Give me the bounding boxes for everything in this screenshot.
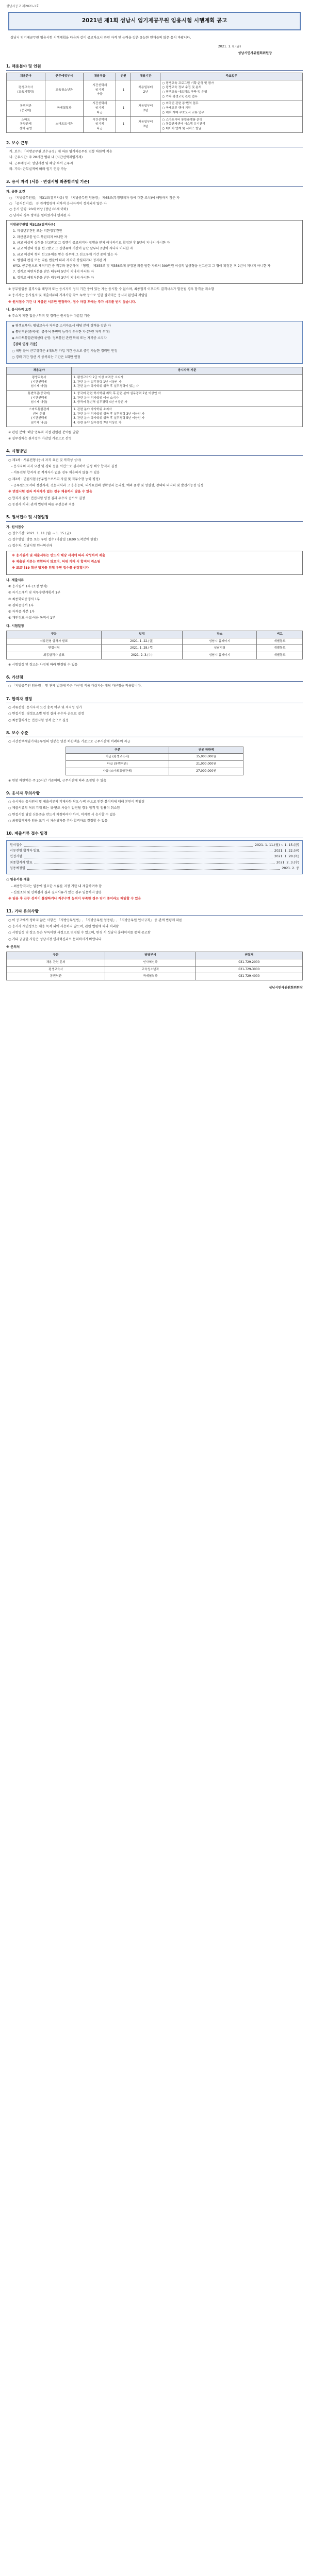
list-item: ○ 접수방법: 방문 또는 우편 접수 (마감일 18:00 도착분에 한함) xyxy=(8,538,98,542)
note: ※ 실무경력은 원서접수 마감일 기준으로 산정 xyxy=(8,437,72,441)
table-cell: 15,000,000원 xyxy=(169,754,243,761)
list-item: ◈ 스마트통합관제센터 운영: 정보통신 관련 학위 또는 자격증 소지자 xyxy=(12,336,107,341)
table-row xyxy=(7,973,303,980)
table-cell: 채용일부터 2년 xyxy=(131,80,160,100)
list-item: 3. 금고 이상의 실형을 선고받고 그 집행이 종료되거나 집행을 받지 아니하기로 확정된 후 5년이 지나지 아니한 자 xyxy=(13,241,170,245)
salary-table xyxy=(66,747,243,775)
schedule-label: 면접시험 xyxy=(10,855,22,859)
section-8-title: 8. 보수 수준 xyxy=(6,730,303,737)
title-box xyxy=(8,12,301,30)
table-cell: 인사혁신과 xyxy=(105,959,196,967)
schedule-box xyxy=(6,840,303,874)
table-row xyxy=(66,761,243,768)
table-row xyxy=(7,374,303,390)
table-cell: 스마트도시과 xyxy=(45,116,84,132)
disqualification-list xyxy=(10,229,299,280)
warning-note: ※ 제출된 서류는 반환하지 않으며, 허위 기재 시 합격이 취소됨 xyxy=(12,560,101,564)
table-header: 응시자격 기준 xyxy=(72,367,303,375)
list-item: 6. 법원의 판결 또는 다른 법률에 따라 자격이 상실되거나 정지된 자 xyxy=(13,258,106,262)
table-header: 구분 xyxy=(66,747,169,754)
list-item: - 응시자의 자격 요건 및 경력 등을 서면으로 심사하여 일정 배수 합격자 결정 xyxy=(11,465,118,469)
warning-note: ※ 면접시험 결과 적격자가 없는 경우 채용하지 않을 수 있음 xyxy=(8,490,92,494)
table-cell: 성남시 홈페이지 xyxy=(182,638,257,645)
schedule-label: 최종합격자 발표 xyxy=(10,860,32,865)
table-cell: 국제협력과 xyxy=(105,973,196,980)
section-10-title: 10. 제출서류 접수 일정 xyxy=(6,831,303,838)
list-item: ○ 시험일정 및 장소 등은 부득이한 사정으로 변경될 수 있으며, 변경 시 성남시 홈페이지를 통해 공고함 xyxy=(8,931,151,935)
list-item: 【경력 인정 기준】 xyxy=(12,343,39,347)
schedule-label: 서류전형 합격자 발표 xyxy=(10,849,40,853)
list-item: 6의2. 공무원으로 재직기간 중 직무와 관련하여 「형법」 제355조 및 제356조에 규정된 죄를 범한 자로서 300만원 이상의 벌금형을 선고받고 그 형이 확정된 후 2년이 지나지 아니한 자 xyxy=(13,264,271,268)
table-cell: 개별통보 xyxy=(257,645,303,652)
list-item: ○ 접수기간: 2021. 1. 11.(월) ~ 1. 15.(금) xyxy=(8,531,71,535)
section-4-title: 4. 시험방법 xyxy=(6,448,303,455)
table-row xyxy=(7,652,303,659)
warning-note: ※ 임용 후 근무 성적이 불량하거나 직무수행 능력이 부족한 경우 임기 중이라도 해임할 수 있음 xyxy=(8,897,141,901)
table-cell: 1. 관련 분야 박사학위 소지자 2. 관련 분야 석사학위 취득 후 실무경력 3년 이상인 자 3. 관련 분야 학사학위 취득 후 실무경력 5년 이상인 자 4. 관련 분야 실무경력 7년 이상인 자 xyxy=(72,406,303,427)
table-header: 비고 xyxy=(257,631,303,638)
subsection-title: 가. 원서접수 xyxy=(6,525,24,529)
phone-number: 031-729-4000 xyxy=(196,973,303,980)
list-item: - 공무원으로서의 정신자세, 전문지식과 그 응용능력, 의사표현의 정확성과 논리성, 예의·품행 및 성실성, 창의력·의지력 및 발전가능성 평정 xyxy=(11,484,204,488)
table-row xyxy=(66,754,243,761)
table-cell: 다급 (통번역관) xyxy=(66,761,169,768)
list-item: 다. 근무예정지: 성남시청 및 해당 부서 근무지 xyxy=(9,161,73,165)
list-item: ○ 기타 궁금한 사항은 성남시청 인사혁신과로 문의하시기 바랍니다. xyxy=(8,937,103,941)
table-cell: 면접시험 xyxy=(7,645,102,652)
table-cell: 2021. 1. 22.(금) xyxy=(101,638,182,645)
list-item: ○ 합격자 결정: 면접시험 평정 결과 우수자 순으로 결정 xyxy=(8,496,85,500)
list-item: ○ 응시자는 응시원서 및 제출서류의 기재사항 착오·누락 등으로 인한 불이익에 대해 본인이 책임짐 xyxy=(8,800,145,804)
schedule-row xyxy=(10,843,299,848)
eligibility-table xyxy=(6,367,303,427)
warning-note: ※ 코로나19 확산 방지를 위해 우편 접수를 권장합니다 xyxy=(12,566,89,570)
list-item: ○ 제출서류의 허위 기재 또는 위·변조 사실이 발견될 경우 합격 및 임용이 취소됨 xyxy=(8,806,120,810)
table-cell: 교육청소년과 xyxy=(105,966,196,973)
table-header: 구분 xyxy=(7,952,105,959)
list-item: ○ 접수처: 성남시청 인사혁신과 xyxy=(8,544,53,548)
announcement-date: 2021. 1. 8.(금) xyxy=(218,45,241,49)
table-cell: 1. 평생교육사 2급 이상 자격증 소지자 2. 관련 분야 실무경력 1년 이상인 자 3. 관련 분야 학사학위 취득 후 실무경력이 있는 자 xyxy=(72,374,303,390)
table-cell: 평생교육사 (시간선택제 임기제 마급) xyxy=(7,374,72,390)
subsection-title: ○ 임용서류 제출 xyxy=(6,878,30,882)
table-cell: 평생교육사 xyxy=(7,966,105,973)
box-title: 지방공무원법 제31조(결격사유) xyxy=(10,223,56,227)
table-header: 근무예정부서 xyxy=(45,73,84,80)
section-5-title: 5. 원서접수 및 시험일정 xyxy=(6,514,303,521)
table-row xyxy=(7,116,303,132)
table-row xyxy=(7,391,303,406)
table-header: 연봉 하한액 xyxy=(169,747,243,754)
contact-table xyxy=(6,952,303,980)
subsection-title: 다. 시험일정 xyxy=(6,624,24,628)
schedule-date: 2021. 2. 중 xyxy=(282,866,299,870)
list-item: ○ 응시 연령: 20세 이상 (정년 60세 이하) xyxy=(9,208,68,212)
paragraph: ○ 「지방공무원 임용령」 및 관계 법령에 따른 가산점 적용 대상자는 해당 가산점을 적용합니다. xyxy=(8,684,142,688)
list-item: ○ 제2차 : 면접시험 (공무원으로서의 자질 및 직무수행 능력 평정) xyxy=(8,477,100,481)
note: ※ 연봉 하한액은 주 20시간 기준이며, 근무시간에 따라 조정될 수 있음 xyxy=(8,778,107,783)
section-3-title: 3. 응시 자격 (서류 · 면접시험 최종합격일 기준) xyxy=(6,179,303,186)
table-cell: 27,000,000원 xyxy=(169,768,243,775)
list-item: ◈ 평생교육사: 평생교육사 자격증 소지자로서 해당 분야 경력을 갖춘 자 xyxy=(12,324,111,328)
list-item: - 서류전형 합격자 중 적격자가 없을 경우 채용하지 않을 수 있음 xyxy=(11,471,100,475)
list-item: ④ 경력증명서 1부 xyxy=(8,603,34,607)
list-item: 2. 파산선고를 받고 복권되지 아니한 자 xyxy=(13,235,68,239)
section-1-title: 1. 채용분야 및 인원 xyxy=(6,63,303,71)
subsection-title: 나. 응시자격 요건 xyxy=(6,308,31,312)
list-item: ○ 「지방공무원법」 제31조(결격사유) 및 「지방공무원 임용령」 제65조(부정행위자 등에 대한 조치)에 해당하지 않은 자 xyxy=(9,196,180,200)
table-cell: 1 xyxy=(116,100,131,116)
list-item: ○ 최종합격자는 면접시험 성적 순으로 결정 xyxy=(8,718,69,722)
list-item: ○ 남자의 경우 병역을 필하였거나 면제된 자 xyxy=(9,213,71,217)
note: ※ 주소지 제한 없음 / 학력 및 경력은 원서접수 마감일 기준 xyxy=(8,314,90,318)
table-header: 주요업무 xyxy=(160,73,303,80)
list-item: ○ 제1차 : 서류전형 (응시 자격 요건 및 적격성 심사) xyxy=(8,458,82,462)
list-item: 5. 금고 이상의 형의 선고유예를 받은 경우에 그 선고유예 기간 중에 있는 자 xyxy=(13,252,118,257)
table-header: 연락처 xyxy=(196,952,303,959)
recruitment-table xyxy=(6,73,303,133)
table-row xyxy=(7,80,303,100)
list-item: ○ 면접시험: 평정요소별 평정 결과 우수자 순으로 결정 xyxy=(8,712,84,716)
table-cell: 시간선택제 임기제 마급 xyxy=(84,80,116,100)
table-cell: 서류전형 합격자 발표 xyxy=(7,638,102,645)
list-item: 4. 금고 이상의 형을 선고받고 그 집행유예 기간이 끝난 날부터 2년이 지나지 아니한 자 xyxy=(13,247,133,251)
table-cell: 마급 (평생교육사) xyxy=(66,754,169,761)
list-item: ② 자기소개서 및 직무수행계획서 1부 xyxy=(8,591,61,595)
table-cell: 최종합격자 발표 xyxy=(7,652,102,659)
table-row xyxy=(66,768,243,775)
page-title: 2021년 제1회 성남시 임기제공무원 임용시험 시행계획 공고 xyxy=(82,18,227,24)
disqualification-box xyxy=(6,220,303,284)
section-9-title: 9. 응시자 주의사항 xyxy=(6,790,303,798)
table-cell: 스마트 통합관제 센터 운영 xyxy=(7,116,45,132)
list-item: 가. 보수: 「지방공무원 보수규정」에 따른 임기제공무원 연봉 하한액 적용 xyxy=(9,149,112,154)
table-cell: 시간선택제 임기제 나급 xyxy=(84,116,116,132)
intro xyxy=(6,36,303,56)
table-header: 채용분야 xyxy=(7,367,72,375)
intro-paragraph: 성남시 임기제공무원 임용시험 시행계획을 다음과 같이 공고하오니 관련 자격 및 능력을 갖춘 유능한 인재들의 많은 응시 바랍니다. xyxy=(10,36,191,40)
paragraph: ○ 시간선택제임기제공무원의 연봉은 연봉 하한액을 기준으로 근무시간에 비례하여 지급 xyxy=(8,740,131,744)
footer-organization: 성남시인사위원회위원장 xyxy=(269,986,303,990)
eligibility-summary-box xyxy=(6,321,303,364)
note: ※ 공무원임용 결격사유 해당자 또는 응시자격 정지 기간 중에 있는 자는 응시할 수 없으며, 최종합격 이후라도 결격사유가 발견될 경우 합격을 취소함 xyxy=(8,287,215,292)
table-cell: ○ 외국인 관련 통·번역 업무 ○ 국제교류 행사 지원 ○ 해외 자매·우호도시 교류 업무 xyxy=(160,100,303,116)
section-11-title: 11. 기타 유의사항 xyxy=(6,908,303,916)
list-item: 나. 근무시간: 주 20시간 범위 내 (시간선택제임기제) xyxy=(9,156,83,160)
table-row xyxy=(7,406,303,427)
table-row xyxy=(7,966,303,973)
schedule-row xyxy=(10,866,299,871)
subsection-title: 가. 공통 요건 xyxy=(6,190,25,194)
list-item: ○ 경력 기간 합산 시 중복되는 기간은 1회만 인정 xyxy=(12,355,80,359)
list-item: 8. 징계로 해임처분을 받은 때부터 3년이 지나지 아니한 자 xyxy=(13,276,94,280)
table-cell: ○ 스마트시티 통합플랫폼 운영 ○ 통합관제센터 시스템 유지관리 ○ 데이터 연계 및 서비스 발굴 xyxy=(160,116,303,132)
table-header: 구분 xyxy=(7,631,102,638)
list-item: ○ 서류전형: 응시자격 요건 충족 여부 및 적격성 평가 xyxy=(8,706,82,710)
subsection-title: 나. 제출서류 xyxy=(6,578,24,582)
schedule-table xyxy=(6,631,303,659)
list-item: ◈ 통번역관(중국어): 중국어 통번역 능력이 우수한 자 (관련 자격 우대) xyxy=(12,330,110,334)
section-7-title: 7. 합격자 결정 xyxy=(6,696,303,703)
list-item: - 신원조회 및 신체검사 결과 결격사유가 있는 경우 임용하지 않음 xyxy=(11,890,102,894)
list-item: ○ 응시자 개인정보는 채용 목적 외에 사용하지 않으며, 관련 법령에 따라 처리함 xyxy=(8,925,119,929)
list-item: 라. 기타: 근무실적에 따라 임기 연장 가능 xyxy=(9,167,67,171)
list-item: ⑥ 개인정보 수집·이용 동의서 1부 xyxy=(8,616,56,620)
schedule-row xyxy=(10,849,299,853)
section-2-title: 2. 보수 근무 xyxy=(6,140,303,147)
table-cell: 교육청소년과 xyxy=(45,80,84,100)
table-row xyxy=(7,645,303,652)
list-item: 7. 징계로 파면처분을 받은 때부터 5년이 지나지 아니한 자 xyxy=(13,270,94,274)
table-cell: 2021. 1. 28.(목) xyxy=(101,645,182,652)
table-row xyxy=(7,959,303,967)
table-cell: 평생교육사 (교육기획팀) xyxy=(7,80,45,100)
note: ※ 응시자는 응시원서 및 제출서류의 기재사항 착오·누락 등으로 인한 불이익은 응시자 본인의 책임임 xyxy=(8,294,148,298)
schedule-row xyxy=(10,854,299,859)
schedule-date: 2021. 1. 22.(금) xyxy=(274,849,299,853)
list-item: 1. 피성년후견인 또는 피한정후견인 xyxy=(13,229,62,233)
pay-list xyxy=(6,149,303,172)
phone-number: 031-729-2000 xyxy=(196,959,303,967)
list-item: ⑤ 자격증 사본 1부 xyxy=(8,610,35,614)
schedule-date: 2021. 1. 11.(월) ~ 1. 15.(금) xyxy=(255,843,299,847)
issuing-organization: 성남시인사위원회위원장 xyxy=(238,52,272,56)
schedule-date: 2021. 1. 28.(목) xyxy=(274,855,299,859)
top-note: 성남시공고 제2021-1호 xyxy=(6,5,39,8)
list-item: ○ 「공직선거법」 등 관계법령에 의하여 응시자격이 정지되지 않은 자 xyxy=(9,202,107,206)
table-cell: 스마트통합관제 센터 운영 (시간선택제 임기제 나급) xyxy=(7,406,72,427)
table-cell: 국제협력과 xyxy=(45,100,84,116)
table-header: 장소 xyxy=(182,631,257,638)
table-header: 채용직급 xyxy=(84,73,116,80)
list-item: ○ 동점자 처리: 관계 법령에 따른 우선순위 적용 xyxy=(8,502,75,506)
table-cell: 채용일부터 2년 xyxy=(131,116,160,132)
table-header: 일정 xyxy=(101,631,182,638)
schedule-label: 임용예정일 xyxy=(10,866,25,870)
warning-note: ※ 응시원서 및 제출서류는 반드시 해당 서식에 따라 작성하여 제출 xyxy=(12,553,105,557)
phone-number: 031-729-3000 xyxy=(196,966,303,973)
table-cell: 채용일부터 2년 xyxy=(131,100,160,116)
list-item: ○ 해당 분야 근무경력은 4대보험 가입 기간 등으로 증명 가능한 경력만 인정 xyxy=(12,349,118,353)
table-cell: 개별통보 xyxy=(257,638,303,645)
table-cell: 채용 관련 문의 xyxy=(7,959,105,967)
table-cell: 개별통보 xyxy=(257,652,303,659)
table-cell: 1 xyxy=(116,80,131,100)
table-header: 채용기간 xyxy=(131,73,160,80)
subsection-title: ※ 문의처 xyxy=(6,945,20,950)
table-row xyxy=(7,638,303,645)
table-header: 채용분야 xyxy=(7,73,45,80)
schedule-row xyxy=(10,860,299,865)
list-item: - 최종합격자는 임용에 필요한 서류를 지정 기한 내 제출하여야 함 xyxy=(11,884,102,888)
table-cell: 1. 중국어 관련 학사학위 취득 후 관련 분야 실무경력 2년 이상인 자 2. 관련 분야 석사학위 이상 소지자 3. 중국어 통번역 실무경력 4년 이상인 자 xyxy=(72,391,303,406)
table-row xyxy=(7,100,303,116)
table-cell: 21,000,000원 xyxy=(169,761,243,768)
table-cell: 통번역관 xyxy=(7,973,105,980)
list-item: ③ 최종학력증명서 1부 xyxy=(8,597,40,601)
section-6-title: 6. 가산점 xyxy=(6,674,303,682)
table-header: 담당부서 xyxy=(105,952,196,959)
table-cell: ○ 평생교육 프로그램 기획·운영 및 평가 ○ 평생교육 정보 수집 및 분석 ○ 평생교육 네트워크 구축 및 운영 ○ 기타 평생교육 관련 업무 xyxy=(160,80,303,100)
list-item: ○ 이 공고에서 정하지 않은 사항은 「지방공무원법」, 「지방공무원 임용령」, 「지방공무원 인사규칙」 등 관계 법령에 따름 xyxy=(8,918,182,922)
note: ※ 관련 분야: 해당 업무와 직접 관련된 분야를 말함 xyxy=(8,430,79,434)
table-cell: 1 xyxy=(116,116,131,132)
table-cell: 시간선택제 임기제 다급 xyxy=(84,100,116,116)
list-item: ○ 면접시험 당일 신분증을 반드시 지참하여야 하며, 미지참 시 응시할 수 없음 xyxy=(8,812,116,817)
note: ※ 시험일정 및 장소는 사정에 따라 변경될 수 있음 xyxy=(8,663,78,667)
table-cell: 2021. 2. 3.(수) xyxy=(101,652,182,659)
schedule-date: 2021. 2. 3.(수) xyxy=(276,860,299,865)
warning-note: ※ 원서접수 기간 내 제출된 서류만 인정하며, 접수 마감 후에는 추가 서류를 받지 않습니다. xyxy=(8,300,136,304)
list-item: ○ 최종합격자가 임용 포기 시 차순위자를 추가 합격자로 결정할 수 있음 xyxy=(8,819,108,823)
common-requirements xyxy=(6,196,303,218)
table-cell: 통번역관(중국어) (시간선택제 임기제 다급) xyxy=(7,391,72,406)
application-warning-box xyxy=(6,551,303,575)
table-cell: 통번역관 (중국어) xyxy=(7,100,45,116)
table-header: 인원 xyxy=(116,73,131,80)
table-cell: 성남시청 xyxy=(182,645,257,652)
list-item: ① 응시원서 1부 (소정 양식) xyxy=(8,584,47,588)
schedule-label: 원서접수 xyxy=(10,843,22,847)
table-cell: 나급 (스마트통합관제) xyxy=(66,768,169,775)
table-cell: 성남시 홈페이지 xyxy=(182,652,257,659)
